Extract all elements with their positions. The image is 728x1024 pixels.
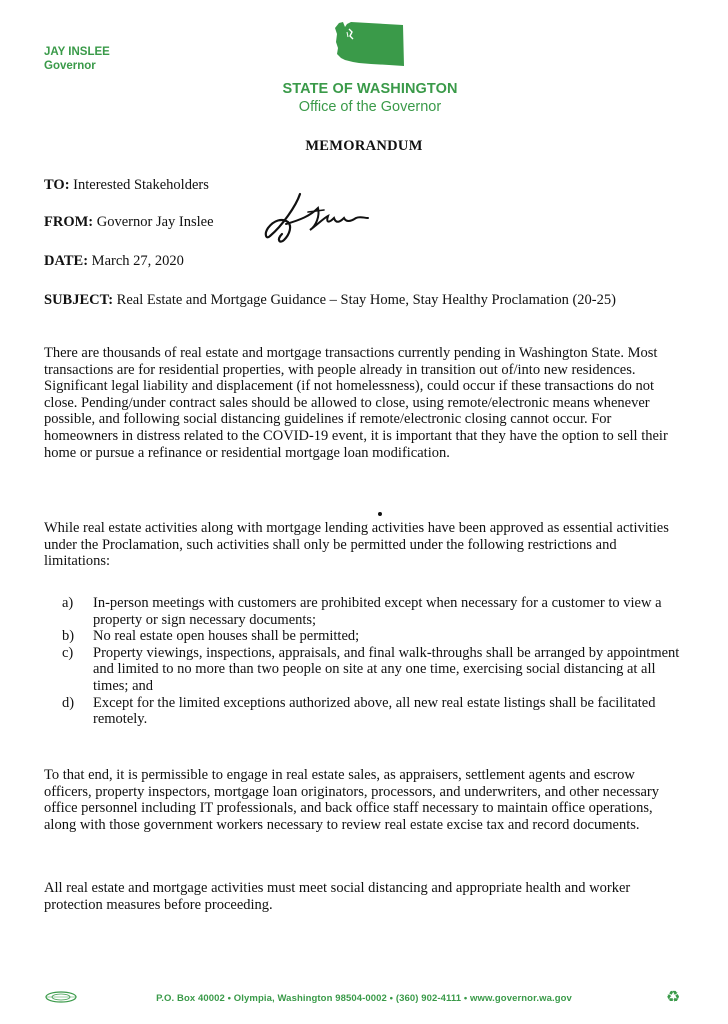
recycle-icon: ♻ — [665, 987, 681, 1006]
subject-field — [44, 291, 684, 309]
governor-title: Governor — [44, 60, 96, 72]
to-label: TO: — [44, 177, 70, 193]
footer-address: P.O. Box 40002 • Olympia, Washington 98504-0002 • (360) 902-4111 • www.governor.wa.gov — [156, 993, 572, 1004]
date-field — [44, 252, 184, 270]
subject-value: Real Estate and Mortgage Guidance – Stay Home, Stay Healthy Proclamation (20-25) — [116, 292, 616, 308]
list-item — [62, 628, 682, 645]
governor-name-block — [44, 45, 110, 73]
list-item-text: Property viewings, inspections, appraisals, and final walk-throughs shall be arranged by appointment and limited to no more than two people on site at any one time, exercising social distancing at all times; and — [93, 644, 680, 694]
body-paragraph-1: There are thousands of real estate and mortgage transactions currently pending in Washington State. Most transactions are for residential properties, with people already in transition out of/into new residences. Significant legal liability and displacement (if not homelessness), could occur if these transactions do not close. Pending/under contract sales should be allowed to close, using remote/electronic means whenever possible, and following social distancing guidelines if remote/electronic closing cannot occur. For homeowners in distress related to the COVID-19 event, it is important that they have the option to sell their home or pursue a refinance or residential mortgage loan modification. — [44, 345, 668, 461]
list-item — [62, 695, 682, 728]
state-line: STATE OF WASHINGTON — [282, 81, 458, 97]
list-marker: a) — [62, 595, 74, 611]
governor-signature — [260, 188, 372, 250]
subject-label: SUBJECT: — [44, 292, 114, 308]
body-paragraph-2: While real estate activities along with mortgage lending activities have been approved as essential activities under the Proclamation, such activities shall only be permitted under the following restrictions and limitations: — [44, 520, 669, 570]
to-value: Interested Stakeholders — [73, 177, 209, 193]
list-marker: c) — [62, 644, 74, 661]
list-item-text: In-person meetings with customers are prohibited except when necessary for a customer to view a property or sign necessary documents; — [93, 595, 662, 628]
list-item-text: Except for the limited exceptions authorized above, all new real estate listings shall be facilitated remotely. — [93, 694, 656, 728]
from-field — [44, 213, 214, 231]
date-value: March 27, 2020 — [91, 253, 184, 269]
list-item — [62, 595, 682, 628]
date-label: DATE: — [44, 253, 89, 269]
from-value: Governor Jay Inslee — [96, 214, 214, 230]
washington-state-map-icon — [331, 20, 405, 68]
to-field — [44, 176, 209, 194]
governor-name: JAY INSLEE — [44, 46, 110, 58]
list-item — [62, 645, 682, 695]
body-paragraph-3: To that end, it is permissible to engage in real estate sales, as appraisers, settlement agents and escrow officers, property inspectors, mortgage loan originators, processors, and underwriters, and other necessary office personnel including IT professionals, and back office staff necessary to maintain office operations, along with those government workers necessary to review real estate excise tax and record documents. — [44, 767, 659, 833]
from-label: FROM: — [44, 214, 94, 230]
office-title — [230, 80, 510, 116]
list-marker: b) — [62, 628, 75, 645]
body-paragraph-4: All real estate and mortgage activities must meet social distancing and appropriate health and worker protection measures before proceeding. — [44, 880, 631, 913]
list-marker: d) — [62, 694, 75, 711]
office-line: Office of the Governor — [298, 99, 442, 115]
memo-heading: MEMORANDUM — [305, 138, 423, 154]
stray-mark — [378, 512, 382, 516]
restrictions-list — [62, 595, 682, 728]
list-item-text: No real estate open houses shall be permitted; — [93, 628, 360, 645]
